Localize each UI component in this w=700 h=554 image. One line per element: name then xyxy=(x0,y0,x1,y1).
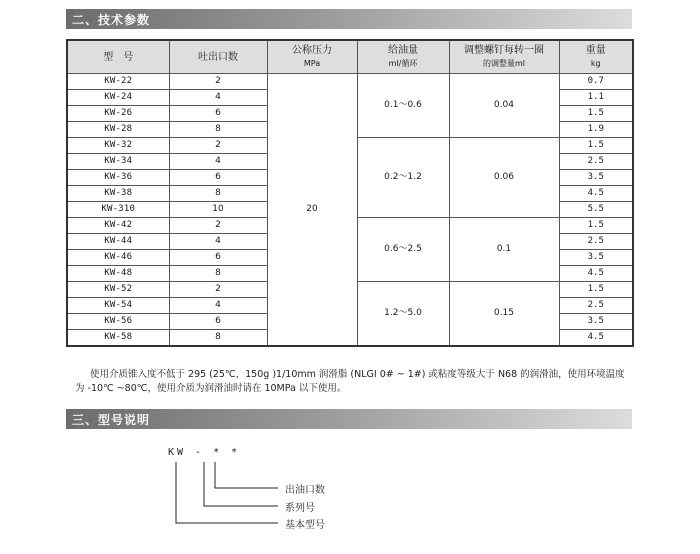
header-weight-unit: kg xyxy=(590,59,601,68)
usage-note-line2: 为 -10℃ ~80℃，使用介质为润滑油时请在 10MPa 以下使用。 xyxy=(75,383,347,394)
cell-model: KW-42 xyxy=(67,218,169,234)
cell-outlets: 2 xyxy=(169,138,267,154)
label-outlets: 出油口数 xyxy=(285,485,325,496)
cell-model: KW-28 xyxy=(67,122,169,138)
cell-model: KW-34 xyxy=(67,154,169,170)
usage-note-line1: 使用介质锥入度不低于 295 (25℃，150g )1/10mm 润滑脂 (NLGI 0# ~ 1#) 或粘度等级大于 N68 的润滑油，使用环境温度 xyxy=(90,369,625,380)
cell-adjust: 0.04 xyxy=(449,74,559,138)
cell-model: KW-58 xyxy=(67,330,169,347)
cell-weight: 4.5 xyxy=(559,186,633,202)
spec-table xyxy=(66,39,634,347)
cell-flow: 1.2～5.0 xyxy=(357,282,449,347)
cell-model: KW-52 xyxy=(67,282,169,298)
section-header-tech-params xyxy=(66,9,632,29)
table-row xyxy=(67,74,633,90)
cell-weight: 1.5 xyxy=(559,138,633,154)
cell-weight: 3.5 xyxy=(559,250,633,266)
header-pressure: 公称压力 MPa xyxy=(267,40,357,74)
cell-adjust: 0.15 xyxy=(449,282,559,347)
cell-flow: 0.2～1.2 xyxy=(357,138,449,218)
cell-outlets: 6 xyxy=(169,250,267,266)
leader-line-outlets xyxy=(215,462,278,488)
cell-outlets: 8 xyxy=(169,330,267,347)
header-outlets: 吐出口数 xyxy=(169,40,267,74)
cell-pressure: 20 xyxy=(267,74,357,347)
cell-weight: 1.5 xyxy=(559,282,633,298)
cell-outlets: 8 xyxy=(169,186,267,202)
section-header-model-desc xyxy=(66,409,632,429)
cell-model: KW-38 xyxy=(67,186,169,202)
cell-weight: 2.5 xyxy=(559,234,633,250)
model-code: KW - * * xyxy=(168,447,241,458)
cell-weight: 3.5 xyxy=(559,314,633,330)
cell-weight: 1.1 xyxy=(559,90,633,106)
cell-outlets: 6 xyxy=(169,106,267,122)
cell-outlets: 10 xyxy=(169,202,267,218)
cell-model: KW-36 xyxy=(67,170,169,186)
cell-outlets: 2 xyxy=(169,218,267,234)
cell-outlets: 4 xyxy=(169,298,267,314)
header-adjust: 调整螺钉每转一圈 的调整量ml xyxy=(449,40,559,74)
cell-outlets: 6 xyxy=(169,170,267,186)
cell-weight: 0.7 xyxy=(559,74,633,90)
cell-model: KW-48 xyxy=(67,266,169,282)
cell-weight: 2.5 xyxy=(559,154,633,170)
header-flow-unit: ml/循环 xyxy=(388,59,418,68)
table-body xyxy=(67,74,633,347)
cell-adjust: 0.06 xyxy=(449,138,559,218)
cell-model: KW-24 xyxy=(67,90,169,106)
cell-outlets: 4 xyxy=(169,154,267,170)
cell-model: KW-44 xyxy=(67,234,169,250)
cell-model: KW-46 xyxy=(67,250,169,266)
cell-model: KW-310 xyxy=(67,202,169,218)
cell-model: KW-54 xyxy=(67,298,169,314)
cell-adjust: 0.1 xyxy=(449,218,559,282)
table-header-row xyxy=(67,40,633,74)
cell-weight: 5.5 xyxy=(559,202,633,218)
cell-flow: 0.1～0.6 xyxy=(357,74,449,138)
cell-model: KW-32 xyxy=(67,138,169,154)
cell-flow: 0.6～2.5 xyxy=(357,218,449,282)
cell-model: KW-22 xyxy=(67,74,169,90)
cell-outlets: 2 xyxy=(169,282,267,298)
header-pressure-unit: MPa xyxy=(303,59,321,68)
cell-weight: 2.5 xyxy=(559,298,633,314)
cell-outlets: 4 xyxy=(169,234,267,250)
cell-outlets: 8 xyxy=(169,266,267,282)
header-adjust-line2: 的调整量ml xyxy=(482,59,525,68)
usage-note xyxy=(75,368,650,396)
leader-line-base xyxy=(176,462,278,523)
cell-outlets: 8 xyxy=(169,122,267,138)
cell-outlets: 4 xyxy=(169,90,267,106)
cell-weight: 3.5 xyxy=(559,170,633,186)
cell-weight: 1.5 xyxy=(559,106,633,122)
cell-model: KW-26 xyxy=(67,106,169,122)
header-weight: 重量 kg xyxy=(559,40,633,74)
section-title: 三、型号说明 xyxy=(72,413,151,427)
label-series: 系列号 xyxy=(285,503,315,514)
header-flow: 给油量 ml/循环 xyxy=(357,40,449,74)
cell-weight: 4.5 xyxy=(559,330,633,347)
header-model: 型 号 xyxy=(67,40,169,74)
leader-line-series xyxy=(204,462,278,506)
cell-outlets: 6 xyxy=(169,314,267,330)
cell-weight: 1.9 xyxy=(559,122,633,138)
section-title: 二、技术参数 xyxy=(72,13,151,27)
cell-model: KW-56 xyxy=(67,314,169,330)
cell-weight: 4.5 xyxy=(559,266,633,282)
cell-weight: 1.5 xyxy=(559,218,633,234)
label-base: 基本型号 xyxy=(285,520,325,531)
cell-outlets: 2 xyxy=(169,74,267,90)
